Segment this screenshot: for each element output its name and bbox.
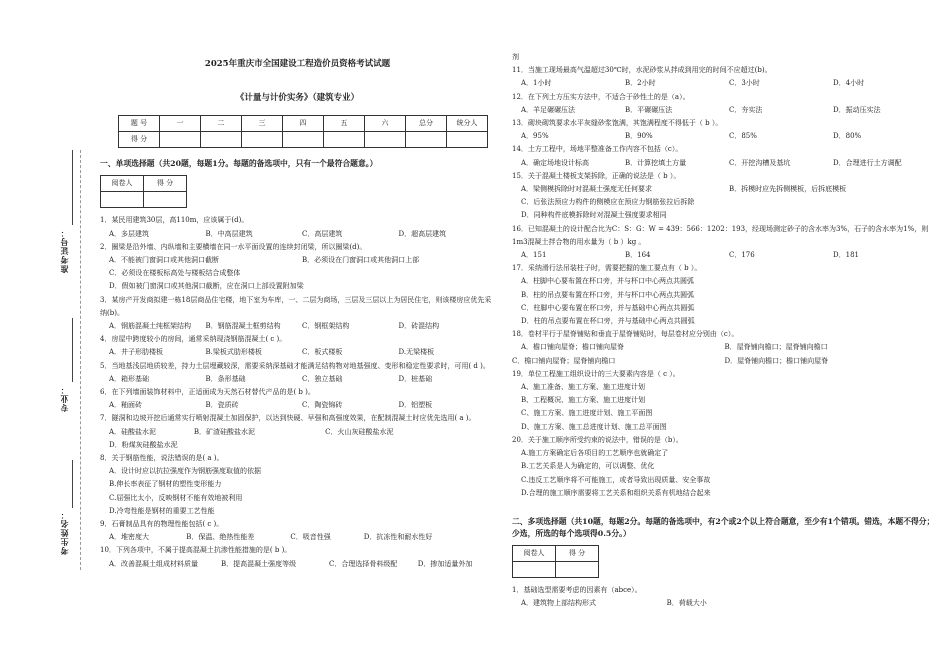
grader-table-2 [512,545,599,578]
right-column [512,51,937,610]
question-stem: 8．关于钢筋性能，说法错误的是( a )。 [100,454,224,463]
option-row [512,104,937,117]
option: C．陶瓷锦砖 [302,401,343,410]
option: C．后张法预应力构件的侧模应在预应力钢筋张拉后拆除 [521,198,695,207]
option: C．柱脚中心要布置在杯口旁，并与基础中心两点共圆弧 [521,303,695,312]
question-stem: 3．某房产开发商拟建一栋18层商品住宅楼，地下室为车库，一、二层为商场，三层及三层以上为居民住宅，则该楼房应优先采纳(b)。 [100,295,492,317]
option: A.施工方案确定后各项目的工艺顺序也就确定了 [521,449,669,458]
question-14 [512,143,937,169]
section1-heading: 一、单项选择题（共20题，每题1分。每题的备选项中，只有一个最符合题意。） [100,159,378,169]
option: B．平碾碾压法 [625,105,673,114]
score-cell: 四 [283,116,324,132]
option-row [100,228,495,241]
option: D．抗冻性和耐水性好 [363,533,433,542]
grader-reviewer-cell[interactable] [101,192,144,208]
question-17 [512,262,937,328]
option: D．假如被门窗洞口或其他洞口截断，应在洞口上部设置附加梁 [109,282,304,291]
question-stem: 7．隧洞和边坡开挖后通常实行喷射混凝土加固保护，以达到快硬、早强和高强度效果，在配制混凝土时应优先选用( a )。 [100,414,476,423]
option: D．屋脊铺向檐口；檐口铺向屋脊 [724,356,829,365]
option: D．桩基础 [398,374,433,383]
option-row [100,426,495,439]
multi-question-1 [512,584,937,610]
option: B．计算挖填土方量 [625,158,687,167]
score-cell: 统分人 [447,116,488,132]
option: C．合理选择骨料级配 [329,559,398,568]
score-cell: 二 [201,116,242,132]
question-stem: 17．采纳滑行法吊装柱子时，需要把握的施工要点有（ b ）。 [512,264,702,273]
left-column [100,52,495,571]
question-16 [512,223,937,263]
option: A．1小时 [521,79,552,88]
option: B.伸长率表征了钢材的塑性变形能力 [109,480,222,489]
option-row [100,373,495,386]
question-stem: 1．基础选型需要考虑的因素有（abce）。 [512,585,642,594]
grader-score-label: 得 分 [556,545,599,561]
question-stem: 18．卷材平行于屋脊铺贴和垂直于屋脊铺贴时，每层卷材应分别由（c）。 [512,330,739,339]
option: C．火山灰硅酸盐水泥 [325,427,394,436]
option: C．板式楼板 [302,348,343,357]
option: D．超高层建筑 [398,229,447,238]
score-input-cell[interactable] [201,132,242,148]
option: A．151 [521,251,547,260]
score-input-cell[interactable] [283,132,324,148]
option: D.无梁楼板 [398,348,435,357]
question-12 [512,91,937,117]
question-stem: 16．已知混凝土的设计配合比为C：S：G：W = 439：566：1202：193，经现场测定砂子的含水率为3%，石子的含水率为1%，则1m3混凝土拌合物的用水量为（ b ）kg 。 [512,224,929,246]
option: A．硅酸盐水泥 [109,427,157,436]
option: B．矿渣硅酸盐水泥 [193,427,256,436]
option-row [100,254,495,267]
student-name-line [72,460,73,508]
option: D．合理进行土方调配 [833,158,902,167]
question-stem: 1．某民用建筑30层，高110m，应该属于(d)。 [100,216,249,225]
option: D.合理的施工顺序需要将工艺关系和组织关系有机地结合起来 [521,488,711,497]
grader-reviewer-label: 阅卷人 [513,545,556,561]
section2-heading: 二、多项选择题（共10题，每题2分。每题的备选项中，有2个或2个以上符合题意，至少有1个错项。错选，本题不得分；少选，所选的每个选项得0.5分。） [512,516,935,538]
question-7 [100,412,495,452]
option-row [100,320,495,333]
score-cell: 题 号 [119,116,160,132]
score-table-header-row [119,116,488,132]
option-row [512,130,937,143]
option: B．条形基础 [205,374,246,383]
question-stem: 9．石膏制品具有的物理性能包括( c )。 [100,520,224,529]
option: D.冷弯性能是钢材的重要工艺性能 [109,506,215,515]
score-input-cell[interactable] [242,132,283,148]
question-stem: 19．单位工程施工组织设计的三大要素内容是（ c ）。 [512,369,680,378]
question-18 [512,328,937,368]
option: C.违反工艺顺序将不可能施工，或者导致出现质量、安全事故 [521,475,711,484]
score-cell: 得 分 [119,132,160,148]
option: B、工程概况、施工方案、施工进度计划 [521,396,646,405]
question-6 [100,386,495,412]
question-2 [100,241,495,294]
grader-score-label: 得 分 [144,176,187,192]
option: A．檐口铺向屋脊；檐口铺向屋脊 [521,343,625,352]
option: B．2小时 [625,79,656,88]
question-1 [100,214,495,240]
option-row [512,183,937,196]
option: D、施工方案、施工总进度计划、施工总平面图 [521,422,667,431]
option: D．柱的吊点要布置在杯口旁，并与基础中心两点共圆弧 [521,317,695,326]
score-input-cell[interactable] [365,132,406,148]
option: C．钢框架结构 [302,322,350,331]
option: B．荷载大小 [666,599,707,608]
option: A．多层建筑 [109,229,150,238]
question-stem: 14．土方工程中，场地平整准备工作内容不包括（c）。 [512,145,683,154]
option: C．开挖沟槽及基坑 [729,158,791,167]
score-table [118,115,488,148]
score-input-cell[interactable] [160,132,201,148]
question-5 [100,360,495,386]
option: B．提高混凝土强度等级 [220,559,297,568]
question-19 [512,368,937,434]
question-stem: 12．在下列土方压实方法中，不适合于砂性土的是（a）。 [512,92,690,101]
question-9 [100,518,495,544]
question-10 [100,544,495,570]
option: D．粉煤灰硅酸盐水泥 [109,440,178,449]
option: D．铝塑板 [398,401,433,410]
score-cell: 三 [242,116,283,132]
option: C、施工方案、施工进度计划、施工平面图 [521,409,653,418]
option: D．4小时 [833,79,865,88]
question-stem: 11．当施工现场最高气温超过30℃时，水泥砂浆从拌成到用完的时间不应超过(b)。 [512,66,772,75]
score-cell: 总分 [406,116,447,132]
option: B．屋脊铺向檐口；屋脊铺向檐口 [724,343,828,352]
question-10-continuation: 剂 [512,53,519,61]
ticket-number-line [72,150,73,225]
option: B．钢筋混凝土框剪结构 [205,322,281,331]
option: C．檐口铺向屋脊；屋脊铺向檐口 [512,356,616,365]
option: B．164 [625,251,651,260]
option: A、施工准备、施工方案、施工进度计划 [521,383,646,392]
grader-score-cell[interactable] [556,561,599,577]
option-row [512,341,937,367]
score-cell: 一 [160,116,201,132]
option: C．独立基础 [302,374,343,383]
option: A．改善混凝土组成材料质量 [109,559,199,568]
option: A．建筑物上部结构形式 [521,599,597,608]
option-row [100,531,495,544]
option: A．井子形肋楼板 [109,348,164,357]
option-row [512,597,937,610]
question-stem: 4．房屋中跨度较小的房间，通常采纳现浇钢筋混凝土( c )。 [100,335,287,344]
option: C．高层建筑 [302,229,343,238]
option: A．设计时应以抗拉强度作为钢筋强度取值的依据 [109,467,262,476]
option: C.屈强比太小，反映钢材不能有效地被利用 [109,493,243,502]
option: A．釉面砖 [109,401,143,410]
option: C．夯实法 [729,105,763,114]
option: B．拆模时应先拆侧模板，后拆底模板 [729,185,847,194]
question-stem: 13．砌块砌筑要求水平灰缝砂浆饱满，其饱满程度不得低于（ b ）。 [512,119,723,128]
question-15 [512,170,937,223]
grader-reviewer-cell[interactable] [513,561,556,577]
grader-table [100,175,187,208]
question-stem: 20．关于施工顺序所受约束的说法中，错误的是（b）。 [512,435,683,444]
question-stem: 5．当地基浅层地质较差，持力土层埋藏较深，需要采纳深基础才能满足结构物对地基强度、变形和稳定性要求时，可用( d )。 [100,361,490,370]
major-line [72,318,73,382]
score-input-cell[interactable] [447,132,488,148]
ticket-number-label: 准考证号： [59,228,69,273]
question-stem: 10．下列各项中，不属于提高混凝土抗渗性能措施的是( b )。 [100,546,292,555]
score-input-cell[interactable] [406,132,447,148]
grader-reviewer-label: 阅卷人 [101,176,144,192]
major-label: 专业： [59,385,69,412]
option: B．瓷质砖 [205,401,239,410]
binding-line [80,150,81,570]
option: B．中高层建筑 [205,229,253,238]
option: D．同种构件底模拆除时对混凝土强度要求相同 [521,211,667,220]
option: A．堆密度大 [109,533,150,542]
question-4 [100,333,495,359]
option: A．钢筋混凝土纯框架结构 [109,322,192,331]
option: D．80% [833,132,862,141]
option: A．确定场地设计标高 [521,158,590,167]
option: A．柱脚中心要布置在杯口旁，并与杯口中心两点共圆弧 [521,277,695,286]
question-stem: 15．关于混凝土楼板支架拆除，正确的说法是（ b ）。 [512,171,681,180]
option: B.工艺关系是人为确定的，可以调整、优化 [521,462,655,471]
score-cell: 六 [365,116,406,132]
option: C．3小时 [729,79,760,88]
question-stem: 2．圈梁是沿外墙、内纵墙和主要横墙在同一水平面设置的连续封闭梁，所以圈梁(d)。 [100,242,367,251]
student-name-label: 考生姓名： [59,510,69,555]
option: C．必须设在楼板标高处与楼板结合成整体 [109,269,241,278]
option: B．必须设在门窗洞口或其他洞口上部 [302,256,420,265]
option: C．176 [729,251,755,260]
option: B．90% [625,132,653,141]
option: D．振动压实法 [833,105,881,114]
option: A．95% [521,132,549,141]
option-row [100,346,495,359]
question-11 [512,64,937,90]
question-8 [100,452,495,518]
option: D．掺加适量外加 [417,559,473,568]
option: B.梁板式肋形楼板 [205,348,262,357]
score-input-cell[interactable] [324,132,365,148]
option: A．羊足碾碾压法 [521,105,576,114]
grader-score-cell[interactable] [144,192,187,208]
option-row [100,399,495,412]
question-20 [512,434,937,500]
option: B．保温、绝热性能差 [186,533,255,542]
question-13 [512,117,937,143]
option: C．吸音性强 [290,533,331,542]
option: C．85% [729,132,757,141]
option-row [512,77,937,90]
option: A．不能被门窗洞口或其他洞口截断 [109,256,220,265]
exam-title: 2025年重庆市全国建设工程造价员资格考试试题 [204,59,391,69]
option: B．柱的吊点要布置在杯口旁，并与杯口中心两点共圆弧 [521,290,695,299]
score-cell: 五 [324,116,365,132]
option-row [512,249,937,262]
option: D．181 [833,251,859,260]
option-row [512,157,937,170]
question-3 [100,294,495,334]
option: A．梁侧模拆除时对混凝土强度无任何要求 [521,185,653,194]
option-row [100,558,495,571]
option: D．砖混结构 [398,322,440,331]
option: A．箱形基础 [109,374,150,383]
question-stem: 6．在下列墙面装饰材料中，正适面成为天然石材替代产品的是( b )。 [100,388,315,397]
exam-subtitle: 《计量与计价实务》（建筑专业） [235,93,360,104]
score-table-score-row [119,132,488,148]
